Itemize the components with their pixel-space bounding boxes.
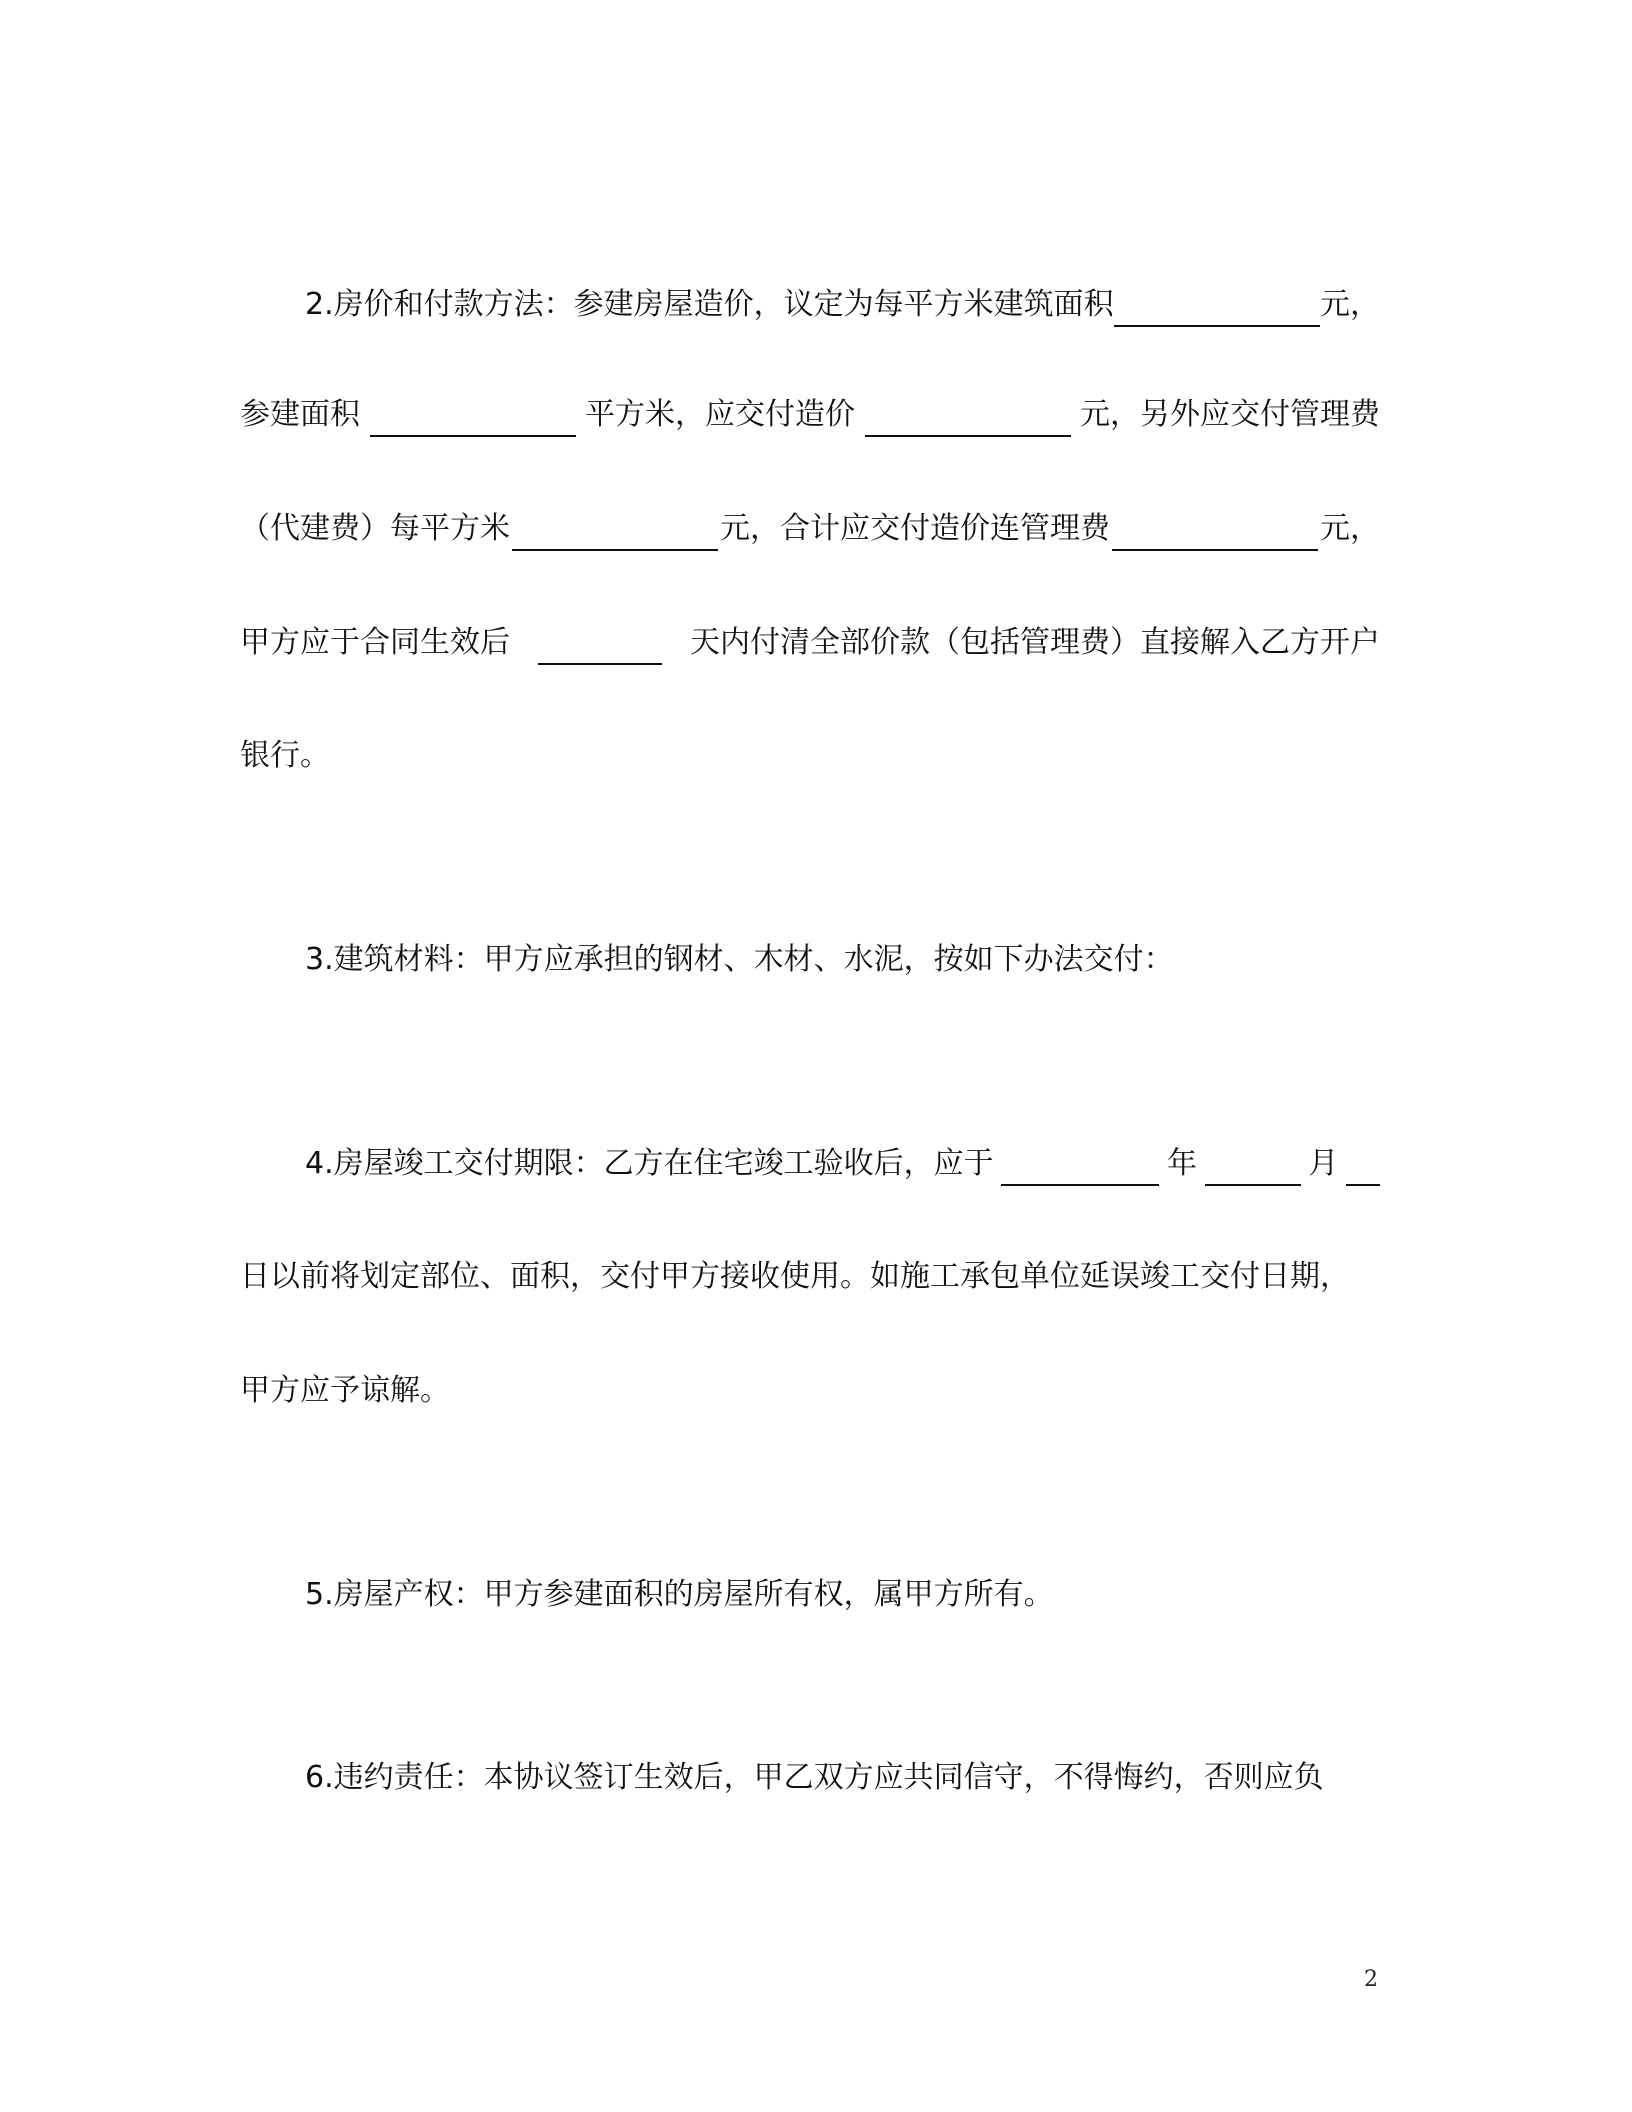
month-blank — [1205, 1154, 1301, 1186]
paragraph-2-text: （代建费）每平方米 — [240, 511, 510, 546]
paragraph-3 — [305, 938, 1445, 982]
paragraph-6 — [305, 1756, 1445, 1800]
paragraph-2-line-3 — [240, 507, 1380, 551]
paragraph-2-line-1 — [305, 283, 1380, 327]
paragraph-2-line-5 — [240, 734, 1380, 778]
paragraph-2-text: 2.房价和付款方法：参建房屋造价，议定为每平方米建筑面积 — [305, 287, 1114, 322]
paragraph-4-text: 日以前将划定部位、面积，交付甲方接收使用。如施工承包单位延误竣工交付日期， — [240, 1259, 1350, 1294]
paragraph-6-text: 6.违约责任：本协议签订生效后，甲乙双方应共同信守，不得悔约，否则应负 — [305, 1760, 1324, 1795]
days-blank — [538, 633, 662, 665]
paragraph-4-text: 年 — [1166, 1146, 1197, 1181]
page-number: 2 — [1364, 1967, 1378, 1992]
area-blank — [370, 405, 576, 437]
paragraph-2-text: 平方米，应交付造价 — [585, 397, 855, 432]
paragraph-4-text: 月 — [1308, 1146, 1339, 1181]
paragraph-2-line-4 — [240, 621, 1380, 665]
paragraph-4-line-1 — [305, 1142, 1380, 1186]
paragraph-4-text: 甲方应予谅解。 — [240, 1373, 450, 1408]
paragraph-3-text: 3.建筑材料：甲方应承担的钢材、木材、水泥，按如下办法交付： — [305, 942, 1174, 977]
paragraph-2-text: 元，合计应交付造价连管理费 — [720, 511, 1110, 546]
paragraph-2-text: 银行。 — [240, 738, 330, 773]
grand-total-blank — [1112, 519, 1318, 551]
management-fee-blank — [512, 519, 718, 551]
paragraph-2-text: 元，另外应交付管理费 — [1080, 397, 1380, 432]
total-cost-blank — [865, 405, 1071, 437]
price-per-sqm-blank — [1114, 295, 1320, 327]
year-blank — [1001, 1154, 1159, 1186]
paragraph-2-text: 参建面积 — [240, 397, 360, 432]
paragraph-5-text: 5.房屋产权：甲方参建面积的房屋所有权，属甲方所有。 — [305, 1577, 1054, 1612]
paragraph-5 — [305, 1573, 1445, 1617]
day-blank — [1346, 1154, 1380, 1186]
paragraph-4-line-2 — [240, 1255, 1380, 1299]
paragraph-4-text: 4.房屋竣工交付期限：乙方在住宅竣工验收后，应于 — [305, 1146, 994, 1181]
paragraph-2-text: 元， — [1320, 287, 1380, 322]
paragraph-2-line-2 — [240, 393, 1380, 437]
paragraph-2-text: 天内付清全部价款（包括管理费）直接解入乙方开户 — [690, 625, 1380, 660]
paragraph-2-text: 甲方应于合同生效后 — [240, 625, 510, 660]
paragraph-2-text: 元， — [1320, 511, 1380, 546]
paragraph-4-line-3 — [240, 1369, 1380, 1413]
